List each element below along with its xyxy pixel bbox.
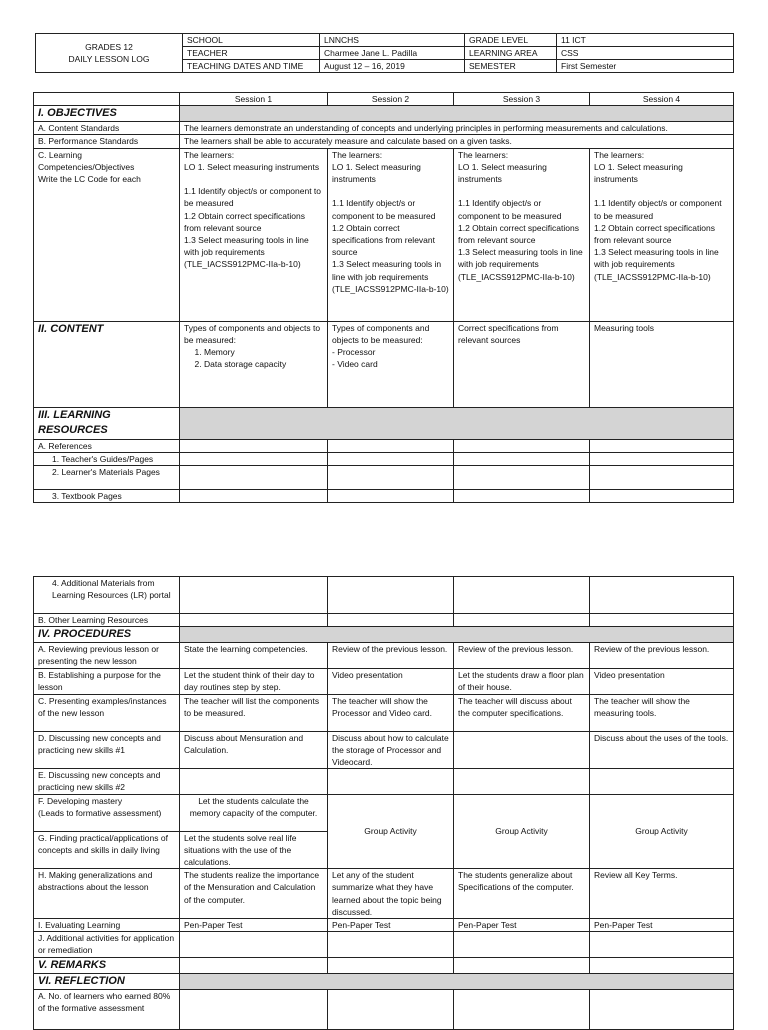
competencies-label: C. Learning Competencies/Objectives Write the LC Code for each bbox=[34, 148, 180, 321]
proc-h-s3: The students generalize about Specifications of the computer. bbox=[454, 869, 590, 919]
content-s1 bbox=[180, 321, 328, 407]
proc-b-s3: Let the students draw a floor plan of their house. bbox=[454, 668, 590, 694]
header-table bbox=[35, 33, 734, 73]
performance-standards-text: The learners shall be able to accurately measure and calculate based on a given tasks. bbox=[180, 135, 734, 148]
teachers-guides-label: 1. Teacher's Guides/Pages bbox=[34, 452, 180, 465]
proc-i-label: I. Evaluating Learning bbox=[34, 919, 180, 932]
proc-b-s2: Video presentation bbox=[328, 668, 454, 694]
lesson-table-page2 bbox=[33, 576, 734, 1030]
proc-f-label: F. Developing mastery (Leads to formative assessment) bbox=[34, 794, 180, 831]
performance-standards-label: B. Performance Standards bbox=[34, 135, 180, 148]
competencies-s3: The learners: LO 1. Select measuring instruments 1.1 Identify object/s or component to be measured 1.2 Obtain correct specifications from relevant source 1.3 Select measuring tools in line with job requirements (TLE_IACSS912PMC-IIa-b-10) bbox=[454, 148, 590, 321]
school-label: SCHOOL bbox=[183, 34, 320, 47]
proc-c-s1: The teacher will list the components to be measured. bbox=[180, 694, 328, 731]
proc-i-s2: Pen-Paper Test bbox=[328, 919, 454, 932]
proc-e-label: E. Discussing new concepts and practicing new skills #2 bbox=[34, 769, 180, 794]
content-standards-label: A. Content Standards bbox=[34, 122, 180, 135]
grade-label: GRADE LEVEL bbox=[465, 34, 557, 47]
dates-value: August 12 – 16, 2019 bbox=[320, 60, 465, 73]
teacher-label: TEACHER bbox=[183, 47, 320, 60]
session-3-header: Session 3 bbox=[454, 93, 590, 106]
content-standards-text: The learners demonstrate an understanding of concepts and underlying principles in performing measurements and calculations. bbox=[180, 122, 734, 135]
proc-fg-s4: Group Activity bbox=[590, 794, 734, 869]
content-s1-intro: Types of components and objects to be measured: bbox=[184, 322, 321, 345]
proc-j-label: J. Additional activities for application or remediation bbox=[34, 932, 180, 957]
competencies-s1: The learners: LO 1. Select measuring instruments 1.1 Identify object/s or component to be measured 1.2 Obtain correct specifications from relevant source 1.3 Select measuring tools in line with job requirements (TLE_IACSS912PMC-IIa-b-10) bbox=[180, 148, 328, 321]
session-2-header: Session 2 bbox=[328, 93, 454, 106]
proc-fg-s2: Group Activity bbox=[328, 794, 454, 869]
content-s4: Measuring tools bbox=[590, 321, 734, 407]
resources-heading: III. LEARNING RESOURCES bbox=[34, 407, 180, 439]
session-4-header: Session 4 bbox=[590, 93, 734, 106]
area-value: CSS bbox=[557, 47, 734, 60]
learners-materials-label: 2. Learner's Materials Pages bbox=[34, 466, 180, 490]
proc-i-s4: Pen-Paper Test bbox=[590, 919, 734, 932]
proc-c-s4: The teacher will show the measuring tools. bbox=[590, 694, 734, 731]
proc-c-s3: The teacher will discuss about the computer specifications. bbox=[454, 694, 590, 731]
proc-g-label: G. Finding practical/applications of concepts and skills in daily living bbox=[34, 831, 180, 869]
content-heading: II. CONTENT bbox=[34, 321, 180, 407]
proc-h-s1: The students realize the importance of the Mensuration and Calculation of the computer. bbox=[180, 869, 328, 919]
proc-d-s3 bbox=[454, 731, 590, 769]
title-line1: GRADES 12 bbox=[85, 42, 133, 52]
textbook-label: 3. Textbook Pages bbox=[34, 490, 180, 503]
title-line2: DAILY LESSON LOG bbox=[68, 54, 150, 64]
dates-label: TEACHING DATES AND TIME bbox=[183, 60, 320, 73]
proc-d-s1: Discuss about Mensuration and Calculation. bbox=[180, 731, 328, 769]
proc-a-s3: Review of the previous lesson. bbox=[454, 643, 590, 668]
proc-h-s4: Review all Key Terms. bbox=[590, 869, 734, 919]
teacher-value: Charmee Jane L. Padilla bbox=[320, 47, 465, 60]
log-title bbox=[36, 34, 183, 73]
objectives-heading: I. OBJECTIVES bbox=[34, 106, 180, 122]
reflection-a-label: A. No. of learners who earned 80% of the formative assessment bbox=[34, 989, 180, 1029]
proc-b-s1: Let the student think of their day to day routines step by step. bbox=[180, 668, 328, 694]
proc-h-s2: Let any of the student summarize what they have learned about the topic being discussed. bbox=[328, 869, 454, 919]
proc-a-s1: State the learning competencies. bbox=[180, 643, 328, 668]
proc-i-s1: Pen-Paper Test bbox=[180, 919, 328, 932]
list-item: 2. Data storage capacity bbox=[204, 358, 323, 370]
proc-b-s4: Video presentation bbox=[590, 668, 734, 694]
list-item: 1. Memory bbox=[204, 346, 323, 358]
proc-a-s4: Review of the previous lesson. bbox=[590, 643, 734, 668]
proc-f-s1: Let the students calculate the memory capacity of the computer. bbox=[180, 794, 328, 831]
additional-materials-label: 4. Additional Materials from Learning Resources (LR) portal bbox=[34, 577, 180, 614]
proc-h-label: H. Making generalizations and abstractions about the lesson bbox=[34, 869, 180, 919]
grade-value: 11 ICT bbox=[557, 34, 734, 47]
proc-a-label: A. Reviewing previous lesson or presenting the new lesson bbox=[34, 643, 180, 668]
semester-label: SEMESTER bbox=[465, 60, 557, 73]
competencies-s2: The learners: LO 1. Select measuring instruments 1.1 Identify object/s or component to be measured 1.2 Obtain correct specifications from relevant source 1.3 Select measuring tools in line with job requirements (TLE_IACSS912PMC-IIa-b-10) bbox=[328, 148, 454, 321]
content-s3: Correct specifications from relevant sources bbox=[454, 321, 590, 407]
proc-a-s2: Review of the previous lesson. bbox=[328, 643, 454, 668]
semester-value: First Semester bbox=[557, 60, 734, 73]
procedures-heading: IV. PROCEDURES bbox=[34, 627, 180, 643]
proc-g-s1: Let the students solve real life situations with the use of the calculations. bbox=[180, 831, 328, 869]
proc-b-label: B. Establishing a purpose for the lesson bbox=[34, 668, 180, 694]
proc-d-s4: Discuss about the uses of the tools. bbox=[590, 731, 734, 769]
reflection-heading: VI. REFLECTION bbox=[34, 973, 180, 989]
references-label: A. References bbox=[34, 439, 180, 452]
proc-c-s2: The teacher will show the Processor and Video card. bbox=[328, 694, 454, 731]
session-1-header: Session 1 bbox=[180, 93, 328, 106]
school-value: LNNCHS bbox=[320, 34, 465, 47]
content-s2: Types of components and objects to be measured: - Processor - Video card bbox=[328, 321, 454, 407]
proc-i-s3: Pen-Paper Test bbox=[454, 919, 590, 932]
competencies-s4: The learners: LO 1. Select measuring instruments 1.1 Identify object/s or component to be measured 1.2 Obtain correct specifications from relevant source 1.3 Select measuring tools in line with job requirements (TLE_IACSS912PMC-IIa-b-10) bbox=[590, 148, 734, 321]
remarks-heading: V. REMARKS bbox=[34, 957, 180, 973]
proc-c-label: C. Presenting examples/instances of the new lesson bbox=[34, 694, 180, 731]
content-s1-list bbox=[184, 346, 323, 370]
area-label: LEARNING AREA bbox=[465, 47, 557, 60]
lesson-table-page1 bbox=[33, 92, 734, 503]
proc-fg-s3: Group Activity bbox=[454, 794, 590, 869]
other-resources-label: B. Other Learning Resources bbox=[34, 614, 180, 627]
proc-d-s2: Discuss about how to calculate the storage of Processor and Videocard. bbox=[328, 731, 454, 769]
proc-d-label: D. Discussing new concepts and practicing new skills #1 bbox=[34, 731, 180, 769]
